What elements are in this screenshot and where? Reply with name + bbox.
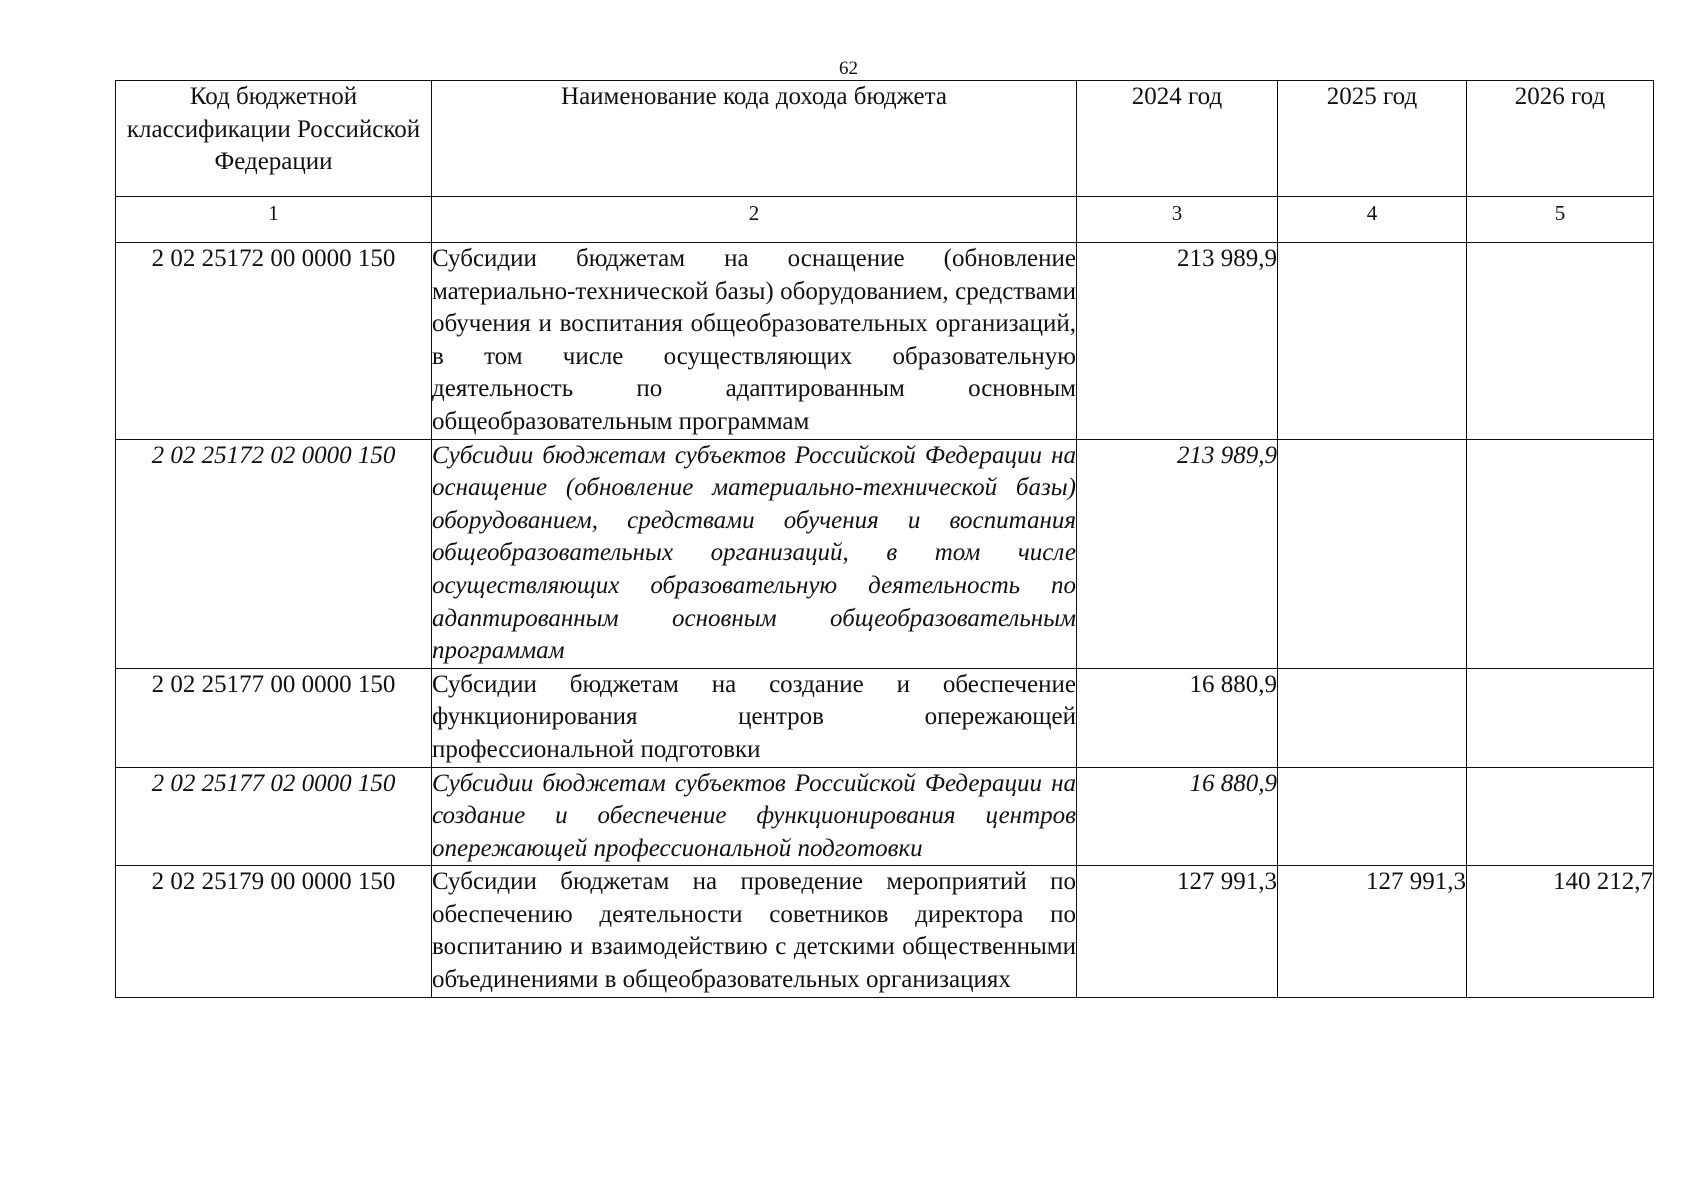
- row-value-2025: [1278, 439, 1467, 668]
- row-value-2025: [1278, 243, 1467, 440]
- table-row: [116, 767, 1654, 866]
- row-name: Субсидии бюджетам на оснащение (обновление материально-технической базы) оборудованием, средствами обучения и воспитания общеобразовательных организаций, в том числе осуществляющих образовательную деятельность по адаптированным основным общеобразовательным программам: [432, 243, 1077, 440]
- row-value-2024: 213 989,9: [1077, 243, 1278, 440]
- column-number: 1: [116, 197, 432, 243]
- row-value-2024: 16 880,9: [1077, 767, 1278, 866]
- table-row: [116, 866, 1654, 997]
- column-number: 5: [1467, 197, 1654, 243]
- row-code: 2 02 25172 00 0000 150: [116, 243, 432, 440]
- column-number: 2: [432, 197, 1077, 243]
- table-row: [116, 439, 1654, 668]
- column-number-row: [116, 197, 1654, 243]
- row-value-2025: [1278, 767, 1467, 866]
- header-budget-code: Код бюджетной классификации Российской Федерации: [116, 81, 432, 197]
- row-name: Субсидии бюджетам субъектов Российской Федерации на создание и обеспечение функционирования центров опережающей профессиональной подготовки: [432, 767, 1077, 866]
- row-value-2024: 127 991,3: [1077, 866, 1278, 997]
- row-code: 2 02 25179 00 0000 150: [116, 866, 432, 997]
- row-value-2024: 213 989,9: [1077, 439, 1278, 668]
- row-code: 2 02 25177 00 0000 150: [116, 668, 432, 767]
- row-name: Субсидии бюджетам на проведение мероприятий по обеспечению деятельности советников директора по воспитанию и взаимодействию с детскими общественными объединениями в общеобразовательных организациях: [432, 866, 1077, 997]
- row-name: Субсидии бюджетам на создание и обеспечение функционирования центров опережающей профессиональной подготовки: [432, 668, 1077, 767]
- row-value-2025: 127 991,3: [1278, 866, 1467, 997]
- row-code: 2 02 25177 02 0000 150: [116, 767, 432, 866]
- table-row: [116, 243, 1654, 440]
- budget-revenue-table: [115, 80, 1654, 998]
- header-year-2026: 2026 год: [1467, 81, 1654, 197]
- row-value-2024: 16 880,9: [1077, 668, 1278, 767]
- row-value-2026: [1467, 243, 1654, 440]
- row-value-2025: [1278, 668, 1467, 767]
- row-code: 2 02 25172 02 0000 150: [116, 439, 432, 668]
- table-row: [116, 668, 1654, 767]
- header-year-2025: 2025 год: [1278, 81, 1467, 197]
- column-number: 4: [1278, 197, 1467, 243]
- page-number: 62: [839, 58, 858, 79]
- row-value-2026: [1467, 767, 1654, 866]
- row-name: Субсидии бюджетам субъектов Российской Федерации на оснащение (обновление материально-технической базы) оборудованием, средствами обучения и воспитания общеобразовательных организаций, в том числе осуществляющих образовательную деятельность по адаптированным основным общеобразовательным программам: [432, 439, 1077, 668]
- column-number: 3: [1077, 197, 1278, 243]
- header-revenue-name: Наименование кода дохода бюджета: [432, 81, 1077, 197]
- table-header-row: [116, 81, 1654, 197]
- row-value-2026: [1467, 668, 1654, 767]
- row-value-2026: [1467, 439, 1654, 668]
- row-value-2026: 140 212,7: [1467, 866, 1654, 997]
- header-year-2024: 2024 год: [1077, 81, 1278, 197]
